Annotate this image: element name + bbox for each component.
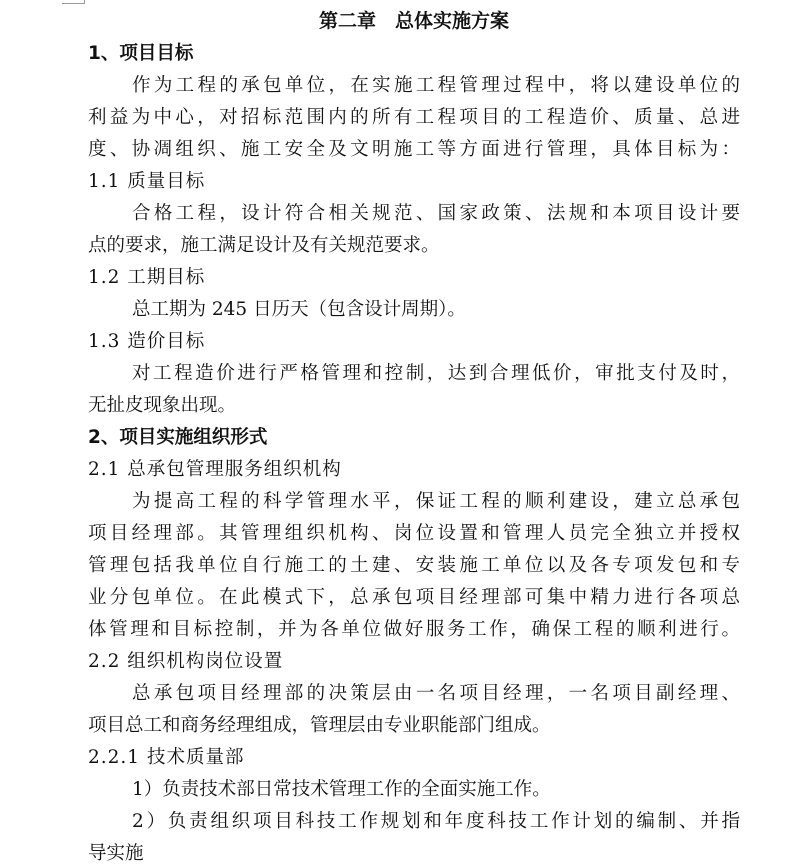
- chapter-title: 第二章 总体实施方案: [318, 10, 509, 32]
- paragraph-line: 业分包单位。在此模式下，总承包项目经理部可集中精力进行各项总: [88, 587, 740, 608]
- section-2-2-heading: 2.2 组织机构岗位设置: [88, 651, 284, 672]
- paragraph-line: 合格工程，设计符合相关规范、国家政策、法规和本项目设计要: [132, 203, 740, 224]
- paragraph-line: 为提高工程的科学管理水平，保证工程的顺利建设，建立总承包: [132, 491, 740, 512]
- page-corner-mark: [62, 0, 85, 4]
- section-1-2-heading: 1.2 工期目标: [88, 267, 206, 288]
- paragraph-line: 度、协凋组织、施工安全及文明施工等方面进行管理，具体目标为：: [88, 139, 740, 160]
- paragraph-line: 总承包项目经理部的决策层由一名项目经理，一名项目副经理、: [132, 683, 740, 704]
- paragraph-line: 无扯皮现象出现。: [88, 395, 237, 416]
- list-item: 2）负责组织项目科技工作规划和年度科技工作计划的编制、并指: [132, 811, 740, 832]
- paragraph-line: 点的要求，施工满足设计及有关规范要求。: [88, 235, 440, 256]
- section-2-2-1-heading: 2.2.1 技术质量部: [88, 747, 245, 768]
- section-1-1-heading: 1.1 质量目标: [88, 171, 206, 192]
- section-2-1-heading: 2.1 总承包管理服务组织机构: [88, 459, 342, 480]
- paragraph-line: 项目总工和商务经理组成，管理层由专业职能部门组成。: [88, 715, 551, 736]
- paragraph-line: 总工期为 245 日历天（包含设计周期）。: [132, 299, 466, 320]
- list-item: 1）负责技术部日常技术管理工作的全面实施工作。: [132, 779, 551, 800]
- paragraph-line: 管理包括我单位自行施工的土建、安装施工单位以及各专项发包和专: [88, 555, 740, 576]
- paragraph-line: 作为工程的承包单位，在实施工程管理过程中，将以建设单位的: [132, 75, 740, 96]
- paragraph-line: 项目经理部。其管理组织机构、岗位设置和管理人员完全独立并授权: [88, 523, 740, 544]
- paragraph-line: 体管理和目标控制，并为各单位做好服务工作，确保工程的顺利进行。: [88, 619, 740, 640]
- paragraph-line: 对工程造价进行严格管理和控制，达到合理低价，审批支付及时，: [132, 363, 740, 384]
- section-1-3-heading: 1.3 造价目标: [88, 331, 206, 352]
- section-2-heading: 2、项目实施组织形式: [88, 427, 268, 448]
- paragraph-line: 利益为中心，对招标范围内的所有工程项目的工程造价、质量、总进: [88, 107, 740, 128]
- list-item: 导实施: [88, 843, 144, 864]
- section-1-heading: 1、项目目标: [88, 43, 194, 64]
